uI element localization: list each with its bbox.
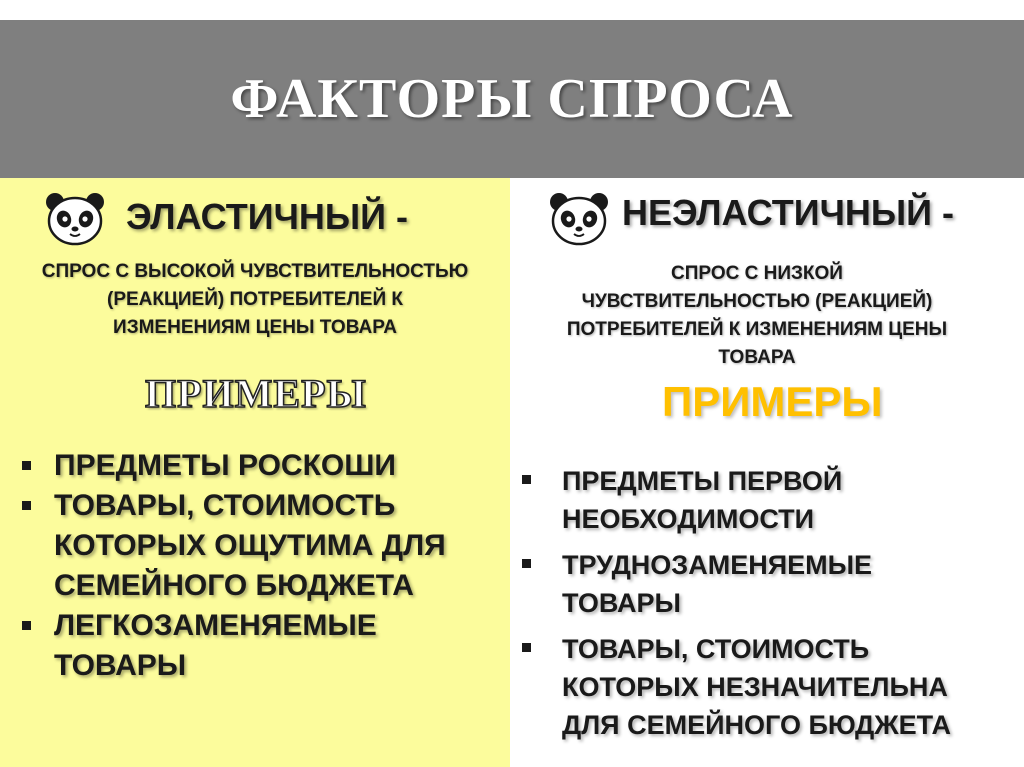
definition-line: СПРОС С НИЗКОЙ — [671, 263, 843, 284]
list-item — [522, 546, 1012, 622]
inelastic-examples-label: ПРИМЕРЫ — [662, 378, 883, 425]
list-item-line: ТОВАРЫ — [54, 649, 187, 682]
inelastic-examples-list — [522, 462, 1012, 752]
list-item-line: КОТОРЫХ НЕЗНАЧИТЕЛЬНА — [562, 672, 948, 702]
list-item-line: КОТОРЫХ ОЩУТИМА ДЛЯ — [54, 529, 446, 562]
definition-line: ТОВАРА — [718, 347, 796, 368]
elastic-examples-list — [22, 446, 502, 686]
elastic-examples-label: ПРИМЕРЫ — [145, 371, 367, 416]
list-item-line: ТОВАРЫ, СТОИМОСТЬ — [54, 489, 396, 522]
elastic-panel — [0, 178, 510, 767]
list-item-line: НЕОБХОДИМОСТИ — [562, 504, 815, 534]
bullet-icon — [22, 501, 31, 510]
list-item — [22, 486, 502, 606]
inelastic-definition — [510, 260, 1004, 372]
elastic-definition — [0, 258, 510, 342]
elastic-heading: ЭЛАСТИЧНЫЙ - — [126, 196, 408, 237]
list-item-line: ДЛЯ СЕМЕЙНОГО БЮДЖЕТА — [562, 710, 951, 740]
bullet-icon — [522, 475, 531, 484]
definition-line: (РЕАКЦИЕЙ) ПОТРЕБИТЕЛЕЙ К — [107, 289, 403, 310]
inelastic-panel — [510, 178, 1024, 767]
list-item — [522, 630, 1012, 744]
definition-line: СПРОС С ВЫСОКОЙ ЧУВСТВИТЕЛЬНОСТЬЮ — [41, 261, 469, 282]
title-bar — [0, 20, 1024, 178]
definition-line: ИЗМЕНЕНИЯМ ЦЕНЫ ТОВАРА — [113, 317, 397, 338]
bullet-icon — [22, 461, 31, 470]
list-item-line: ТРУДНОЗАМЕНЯЕМЫЕ — [562, 550, 873, 580]
list-item-line: ПРЕДМЕТЫ РОСКОШИ — [54, 449, 396, 482]
list-item-line: СЕМЕЙНОГО БЮДЖЕТА — [54, 569, 414, 602]
definition-line: ПОТРЕБИТЕЛЕЙ К ИЗМЕНЕНИЯМ ЦЕНЫ — [566, 319, 948, 340]
list-item — [22, 446, 502, 486]
inelastic-heading: НЕЭЛАСТИЧНЫЙ - — [622, 192, 954, 233]
bullet-icon — [22, 621, 31, 630]
definition-line: ЧУВСТВИТЕЛЬНОСТЬЮ (РЕАКЦИЕЙ) — [581, 291, 933, 312]
list-item-line: ПРЕДМЕТЫ ПЕРВОЙ — [562, 466, 843, 496]
panda-icon — [44, 192, 106, 246]
bullet-icon — [522, 643, 531, 652]
slide-title: ФАКТОРЫ СПРОСА — [230, 68, 794, 130]
list-item-line: ТОВАРЫ — [562, 588, 681, 618]
bullet-icon — [522, 559, 531, 568]
list-item — [22, 606, 502, 686]
list-item — [522, 462, 1012, 538]
panda-icon — [548, 192, 610, 246]
list-item-line: ЛЕГКОЗАМЕНЯЕМЫЕ — [54, 609, 377, 642]
list-item-line: ТОВАРЫ, СТОИМОСТЬ — [562, 634, 870, 664]
